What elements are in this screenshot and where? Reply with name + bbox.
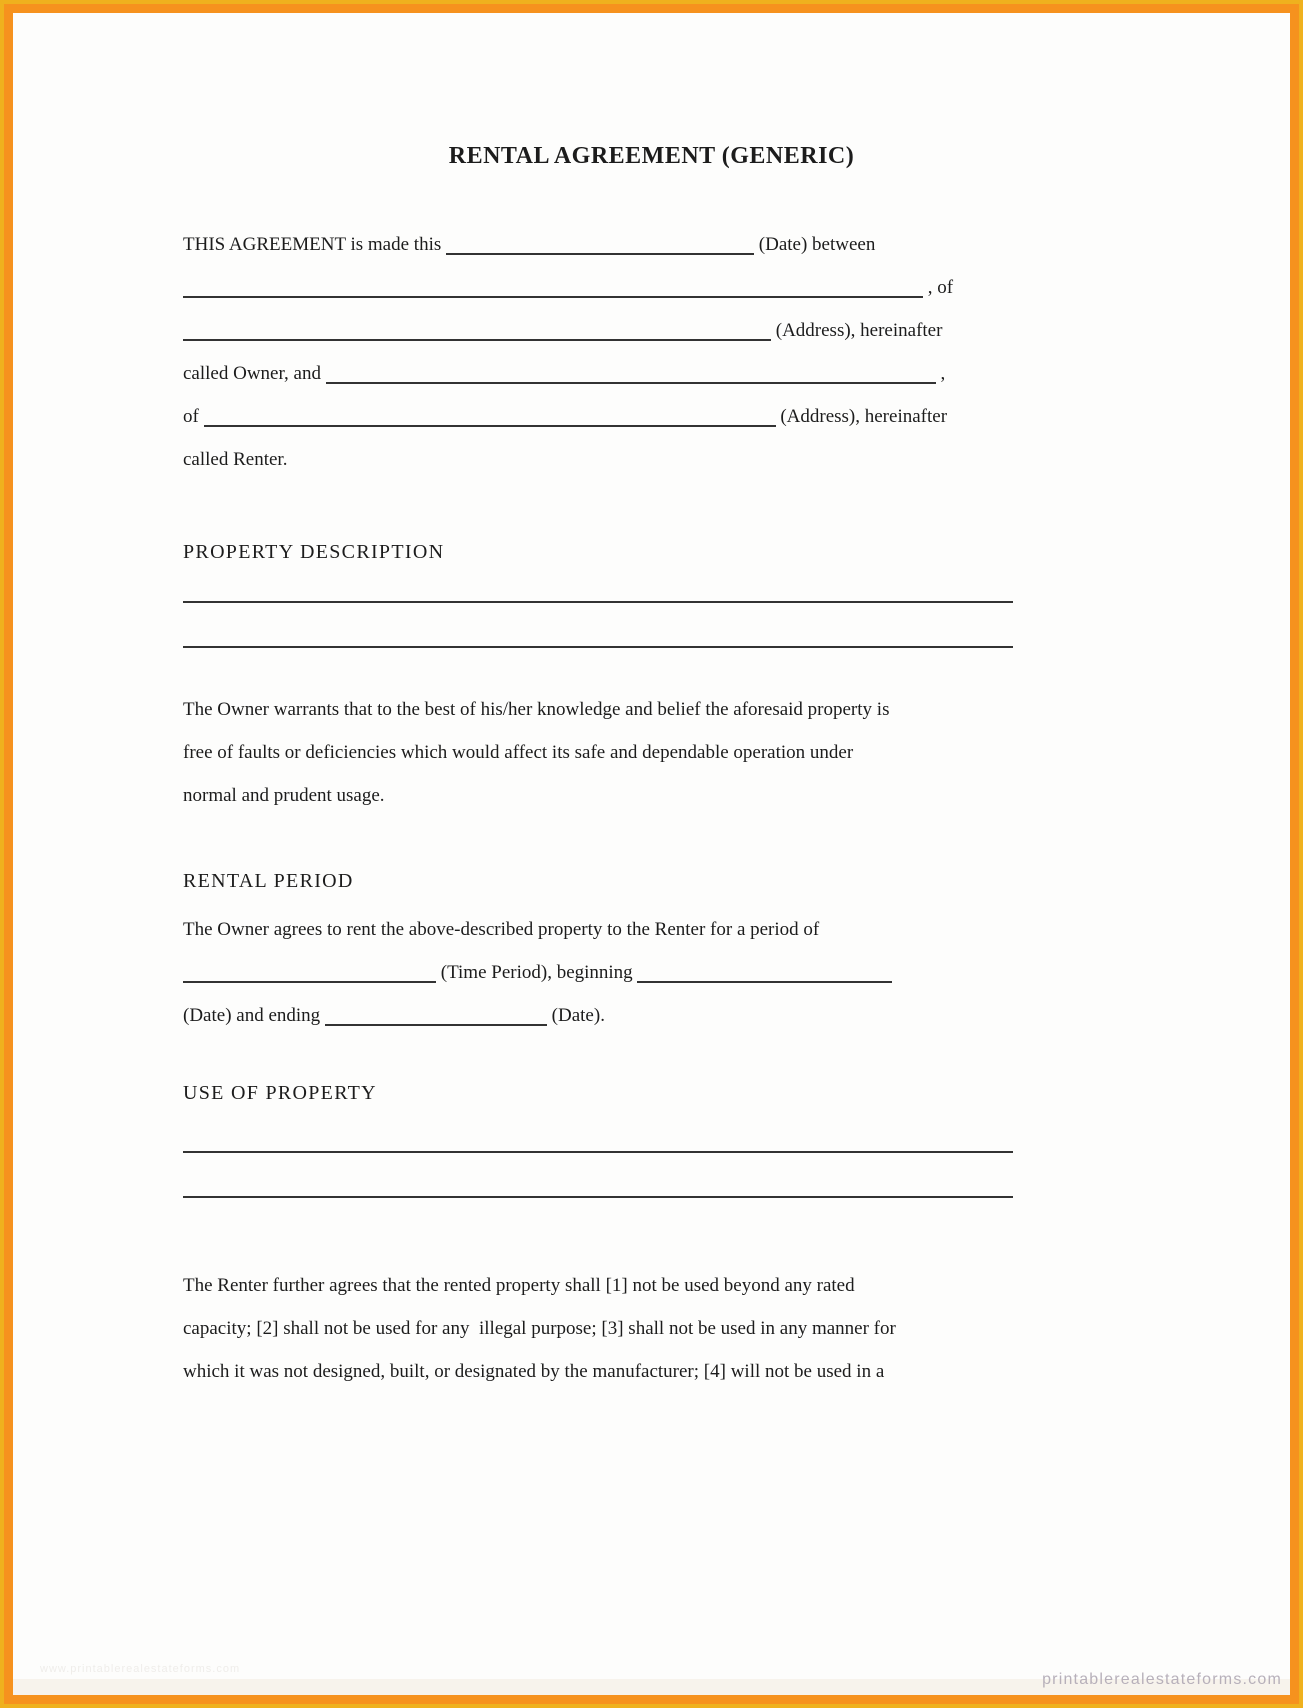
owner-warranty-line-3: normal and prudent usage. xyxy=(183,785,385,806)
intro-line-3 xyxy=(183,309,1013,352)
intro-text-6: called Renter. xyxy=(183,449,288,470)
renter-agreement-line-1: The Renter further agrees that the rented property shall [1] not be used beyond any rated xyxy=(183,1275,855,1296)
rental-period-heading: RENTAL PERIOD xyxy=(183,870,354,892)
use-of-property-blank-2 xyxy=(183,1153,1013,1198)
use-of-property-blank-1 xyxy=(183,1108,1013,1153)
rental-period-text-2a: (Time Period), beginning xyxy=(436,962,638,983)
property-description-blanks xyxy=(183,558,1013,648)
use-of-property-heading: USE OF PROPERTY xyxy=(183,1082,377,1104)
renter-agreement-paragraph xyxy=(183,1264,1013,1393)
renter-agreement-line-3: which it was not designed, built, or designated by the manufacturer; [4] will not be used in a xyxy=(183,1361,885,1382)
owner-address-blank xyxy=(183,321,771,341)
end-date-blank xyxy=(325,1006,547,1026)
renter-address-blank xyxy=(204,407,776,427)
intro-paragraph xyxy=(183,223,1013,481)
rental-period-line-3 xyxy=(183,994,1013,1037)
date-blank xyxy=(446,235,754,255)
document-page xyxy=(13,13,1290,1695)
page-border-inner xyxy=(4,4,1299,1704)
renter-name-blank xyxy=(326,364,936,384)
intro-text-5a: of xyxy=(183,406,204,427)
intro-line-1 xyxy=(183,223,1013,266)
owner-warranty-paragraph xyxy=(183,688,1013,817)
intro-text-1a: THIS AGREEMENT is made this xyxy=(183,234,447,255)
intro-line-6 xyxy=(183,438,1013,481)
intro-line-2 xyxy=(183,266,1013,309)
owner-warranty-line-2: free of faults or deficiencies which would affect its safe and dependable operation under xyxy=(183,742,854,763)
intro-text-2b: , of xyxy=(923,277,954,298)
property-description-heading: PROPERTY DESCRIPTION xyxy=(183,541,445,563)
intro-text-5b: (Address), hereinafter xyxy=(775,406,948,427)
rental-period-paragraph xyxy=(183,908,1013,1037)
rental-period-text-3b: (Date). xyxy=(546,1005,605,1026)
intro-text-4b: , xyxy=(935,363,946,384)
begin-date-blank xyxy=(637,963,892,983)
rental-period-text-3a: (Date) and ending xyxy=(183,1005,325,1026)
rental-period-line-1: The Owner agrees to rent the above-described property to the Renter for a period of xyxy=(183,919,820,940)
time-period-blank xyxy=(183,963,436,983)
owner-warranty-line-1: The Owner warrants that to the best of his/her knowledge and belief the aforesaid property is xyxy=(183,699,890,720)
intro-text-3b: (Address), hereinafter xyxy=(771,320,943,341)
document-title: RENTAL AGREEMENT (GENERIC) xyxy=(448,143,855,169)
rental-period-line-2 xyxy=(183,951,1013,994)
property-description-blank-2 xyxy=(183,603,1013,648)
owner-name-blank xyxy=(183,278,923,298)
use-of-property-blanks xyxy=(183,1108,1013,1198)
property-description-blank-1 xyxy=(183,558,1013,603)
intro-text-1b: (Date) between xyxy=(754,234,876,255)
watermark-left: www.printablerealestateforms.com xyxy=(40,1663,241,1675)
intro-line-5 xyxy=(183,395,1013,438)
site-watermark: printablerealestateforms.com xyxy=(1042,1671,1282,1688)
renter-agreement-line-2: capacity; [2] shall not be used for any illegal purpose; [3] shall not be used in any manner for xyxy=(183,1318,896,1339)
intro-line-4 xyxy=(183,352,1013,395)
intro-text-4a: called Owner, and xyxy=(183,363,326,384)
